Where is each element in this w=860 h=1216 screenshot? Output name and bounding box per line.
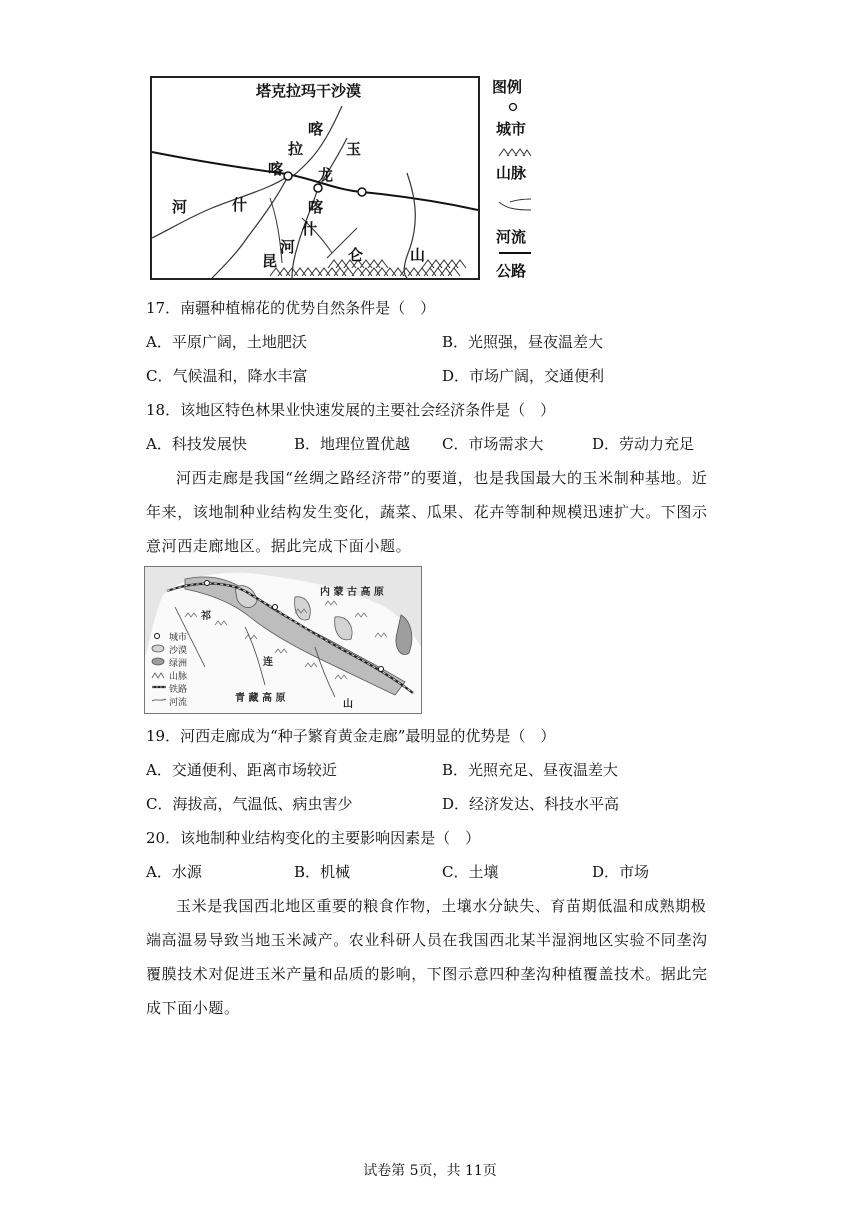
qilian-mountain-char: 山 <box>343 699 353 710</box>
river-legend-icon <box>151 697 167 703</box>
question-17-option-c[interactable]: C．气候温和，降水丰富 <box>146 367 308 385</box>
kunlun-char: 昆 <box>262 252 278 270</box>
question-20-option-c[interactable]: C．土壤 <box>442 863 499 881</box>
question-20-stem: 20．该地制种业结构变化的主要影响因素是（ ） <box>146 829 481 847</box>
kashgar-city-char: 什 <box>232 196 248 214</box>
legend-city-label: 城市 <box>169 633 188 643</box>
yulong-river-char: 喀 <box>308 198 324 216</box>
legend-mountain-label: 山脉 <box>169 672 188 682</box>
map1-legend <box>490 76 540 282</box>
question-18-option-c[interactable]: C．市场需求大 <box>442 435 544 453</box>
map1-drawing <box>152 78 478 278</box>
corn-passage: 玉米是我国西北地区重要的粮食作物，土壤水分缺失、育苗期低温和成熟期极端高温易导致当地玉米减产。农业科研人员在我国西北某半湿润地区实验不同垄沟覆膜技术对促进玉米产量和品质的影响，下图示意四种垄沟种植覆盖技术。据此完成下面小题。 <box>146 897 708 1017</box>
page-footer: 试卷第 5页，共 11页 <box>363 1163 497 1179</box>
legend-road-label: 公路 <box>496 262 527 280</box>
legend-desert-label: 沙漠 <box>169 646 188 656</box>
question-18-option-b[interactable]: B．地理位置优越 <box>294 435 411 453</box>
question-17-option-a[interactable]: A．平原广阔，土地肥沃 <box>146 333 307 351</box>
city-legend-icon <box>508 102 518 112</box>
hexi-corridor-map <box>144 566 422 714</box>
city-legend-icon <box>153 632 161 640</box>
river-legend-icon <box>498 198 532 212</box>
question-18-stem: 18．该地区特色林果业快速发展的主要社会经济条件是（ ） <box>146 401 556 419</box>
yulong-river-char: 玉 <box>346 140 362 158</box>
question-19-option-a[interactable]: A．交通便利、距离市场较近 <box>146 761 337 779</box>
question-19-stem: 19．河西走廊成为“种子繁育黄金走廊”最明显的优势是（ ） <box>146 727 556 745</box>
question-17-stem: 17．南疆种植棉花的优势自然条件是（ ） <box>146 299 436 317</box>
legend-city-label: 城市 <box>496 120 527 138</box>
yulong-river-char: 河 <box>280 238 296 256</box>
oasis-legend-icon <box>151 657 165 666</box>
inner-mongolia-plateau-label: 内 蒙 古 高 原 <box>320 587 384 598</box>
mountain-legend-icon <box>498 146 532 158</box>
kunlun-char: 山 <box>410 246 426 264</box>
desert-legend-icon <box>151 644 165 653</box>
legend-title: 图例 <box>492 78 523 96</box>
question-18-option-a[interactable]: A．科技发展快 <box>146 435 247 453</box>
hexi-corridor-passage: 河西走廊是我国“丝绸之路经济带”的要道，也是我国最大的玉米制种基地。近年来，该地制种业结构发生变化，蔬菜、瓜果、花卉等制种规模迅速扩大。下图示意河西走廊地区。据此完成下面小题。 <box>146 469 708 555</box>
legend-mountain-label: 山脉 <box>496 164 527 182</box>
kashgar-river-char: 河 <box>172 198 188 216</box>
kunlun-char: 仑 <box>348 246 364 264</box>
qilian-mountain-char: 祁 <box>201 611 211 622</box>
qinghai-tibet-plateau-label: 青 藏 高 原 <box>235 693 286 704</box>
railway-legend-icon <box>151 684 167 690</box>
question-17-option-b[interactable]: B．光照强，昼夜温差大 <box>442 333 604 351</box>
desert-label: 塔克拉玛干沙漠 <box>256 82 362 100</box>
legend-river-label: 河流 <box>169 698 188 708</box>
southern-xinjiang-map <box>150 76 480 280</box>
legend-railway-label: 铁路 <box>169 685 188 695</box>
question-19-option-d[interactable]: D．经济发达、科技水平高 <box>442 795 620 813</box>
qilian-mountain-char: 连 <box>263 657 273 668</box>
kashgar-city-char: 喀 <box>268 160 284 178</box>
road-legend-icon <box>498 250 532 256</box>
mountain-legend-icon <box>151 670 167 679</box>
question-17-option-d[interactable]: D．市场广阔，交通便利 <box>442 367 605 385</box>
question-19-option-b[interactable]: B．光照充足、昼夜温差大 <box>442 761 619 779</box>
question-20-option-b[interactable]: B．机械 <box>294 863 351 881</box>
legend-oasis-label: 绿洲 <box>169 659 188 669</box>
question-20-option-d[interactable]: D．市场 <box>592 863 650 881</box>
kashgar-river-char: 喀 <box>308 120 324 138</box>
yulong-river-char: 龙 <box>318 166 334 184</box>
legend-river-label: 河流 <box>496 228 527 246</box>
kashgar-river-char: 拉 <box>288 140 304 158</box>
question-20-option-a[interactable]: A．水源 <box>146 863 202 881</box>
question-19-option-c[interactable]: C．海拔高，气温低、病虫害少 <box>146 795 353 813</box>
question-18-option-d[interactable]: D．劳动力充足 <box>592 435 695 453</box>
yulong-river-char: 什 <box>302 220 318 238</box>
map2-legend <box>149 627 197 711</box>
